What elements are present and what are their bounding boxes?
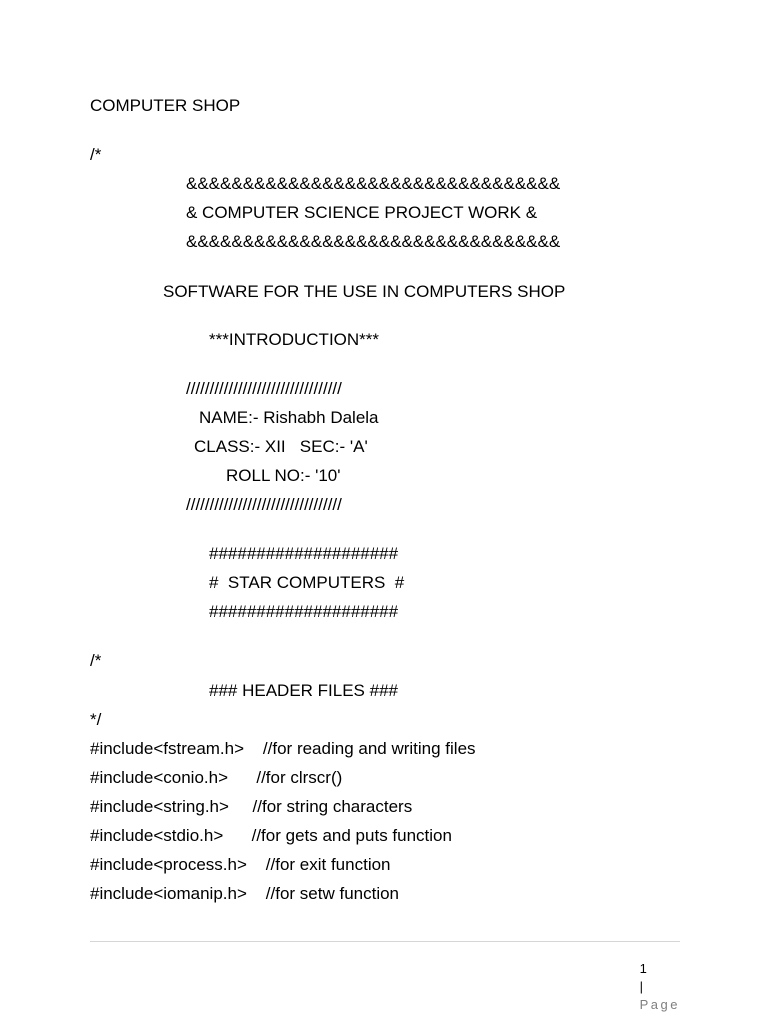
header-files-heading: ### HEADER FILES ### (209, 681, 398, 700)
banner-bottom: &&&&&&&&&&&&&&&&&&&&&&&&&&&&&&&&& (186, 232, 561, 251)
footer-rule (90, 941, 680, 942)
introduction-heading: ***INTRODUCTION*** (209, 330, 380, 349)
name-line: NAME:- Rishabh Dalela (199, 408, 379, 427)
comment-close: */ (90, 710, 102, 729)
include-line: #include<iomanip.h> //for setw function (90, 884, 400, 903)
roll-line: ROLL NO:- '10' (226, 466, 341, 485)
page-footer (632, 942, 680, 1014)
banner-top: &&&&&&&&&&&&&&&&&&&&&&&&&&&&&&&&& (186, 174, 561, 193)
footer-separator: | (639, 979, 644, 994)
include-line: #include<stdio.h> //for gets and puts function (90, 826, 452, 845)
include-line: #include<string.h> //for string characters (90, 797, 413, 816)
page-title: COMPUTER SHOP (90, 96, 241, 115)
slashes-top: ///////////////////////////////// (186, 379, 342, 398)
slashes-bottom: ///////////////////////////////// (186, 495, 342, 514)
page-number: 1 (639, 961, 647, 976)
page-label: Page (639, 997, 680, 1012)
comment-open: /* (90, 145, 102, 164)
class-line: CLASS:- XII SEC:- 'A' (194, 437, 368, 456)
hash-top: #################### (209, 544, 399, 563)
star-computers-line: # STAR COMPUTERS # (209, 573, 405, 592)
comment-open-2: /* (90, 651, 102, 670)
include-line: #include<conio.h> //for clrscr() (90, 768, 343, 787)
software-line: SOFTWARE FOR THE USE IN COMPUTERS SHOP (163, 282, 566, 301)
hash-bottom: #################### (209, 602, 399, 621)
include-line: #include<process.h> //for exit function (90, 855, 391, 874)
include-line: #include<fstream.h> //for reading and writing files (90, 739, 476, 758)
banner-middle: & COMPUTER SCIENCE PROJECT WORK & (186, 203, 538, 222)
